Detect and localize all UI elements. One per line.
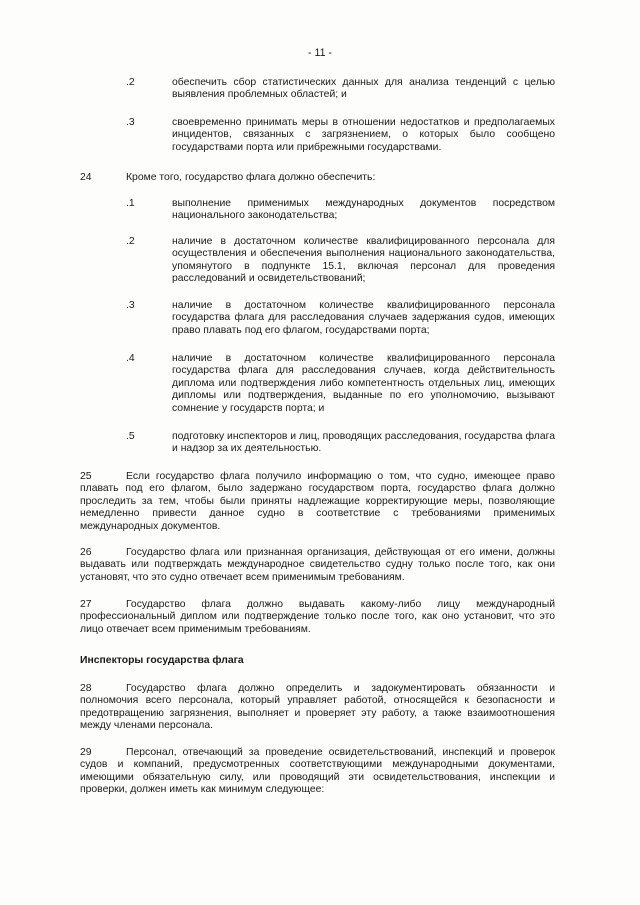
paragraph-text: Кроме того, государство флага должно обеспечить: — [126, 172, 376, 183]
paragraph-25 — [80, 471, 555, 533]
item-text: выполнение применимых международных документов посредством национального законодательства; — [172, 198, 555, 222]
paragraph-26 — [80, 547, 555, 584]
paragraph-text: Государство флага или признанная организация, действующая от его имени, должны выдавать или подтверждать международное свидетельство судну только после того, как они установят, что это судно отвечает всем применимым требованиям. — [80, 547, 555, 583]
paragraph-text: Если государство флага получило информацию о том, что судно, имеющее право плавать под его флагом, было задержано государством порта, государство флага должно проследить за тем, чтобы были приняты надлежащие корректирующие меры, позволяющие немедленно привести данное судно в соответствие с требованиями применимых международных документов. — [80, 471, 555, 532]
paragraph-text: Персонал, отвечающий за проведение освидетельствований, инспекций и проверок судов и компаний, предусмотренных соответствующими международными документами, имеющими обязательную силу, или проводящий эти освидетельствования, инспекции и проверки, должен иметь как минимум следующее: — [80, 747, 555, 796]
paragraph-number: 26 — [80, 547, 92, 558]
item-number: .1 — [126, 198, 135, 209]
item-number: .2 — [126, 77, 135, 88]
item-number: .2 — [126, 236, 135, 247]
item-number: .5 — [126, 431, 135, 442]
section-heading: Инспекторы государства флага — [80, 655, 244, 666]
paragraph-number: 28 — [80, 683, 92, 694]
item-text: наличие в достаточном количестве квалифицированного персонала государства флага для расследования случаев, когда действительность диплома или подтверждения либо компетентность отдельных лиц, имеющих дипломы или подтверждения, выданные по его уполномочию, вызывают сомнение у государств порта; и — [172, 353, 555, 414]
item-text: наличие в достаточном количестве квалифицированного персонала для осуществления и обеспечения выполнения национального законодательства, упомянутого в подпункте 15.1, включая персонал для проведения расследований и освидетельствований; — [172, 236, 555, 285]
paragraph-number: 24 — [80, 172, 92, 183]
paragraph-number: 25 — [80, 471, 92, 482]
item-number: .4 — [126, 353, 135, 364]
paragraph-28 — [80, 683, 555, 733]
paragraph-text: Государство флага должно выдавать какому-либо лицу международный профессиональный диплом или подтверждение только после того, как оно установит, что это лицо отвечает всем применимым требованиям. — [80, 599, 555, 635]
page-number: - 11 - — [308, 47, 332, 59]
item-number: .3 — [126, 117, 135, 128]
item-text: подготовку инспекторов и лиц, проводящих расследования, государства флага и надзор за их деятельностью. — [172, 431, 555, 455]
paragraph-text: Государство флага должно определить и задокументировать обязанности и полномочия всего персонала, который управляет работой, относящейся к безопасности и предотвращению загрязнения, выполняет и проверяет эту работу, а также взаимоотношения между членами персонала. — [80, 683, 555, 732]
paragraph-29 — [80, 747, 555, 797]
item-number: .3 — [126, 300, 135, 311]
item-text: своевременно принимать меры в отношении недостатков и предполагаемых инцидентов, связанных с загрязнением, о которых было сообщено государствами порта или прибрежными государствами. — [172, 117, 555, 153]
item-text: обеспечить сбор статистических данных для анализа тенденций с целью выявления проблемных областей; и — [172, 77, 555, 101]
paragraph-27 — [80, 599, 555, 636]
item-text: наличие в достаточном количестве квалифицированного персонала государства флага для расследования случаев задержания судов, имеющих право плавать под его флагом, государствами порта; — [172, 300, 555, 336]
paragraph-number: 27 — [80, 599, 92, 610]
paragraph-number: 29 — [80, 747, 92, 758]
